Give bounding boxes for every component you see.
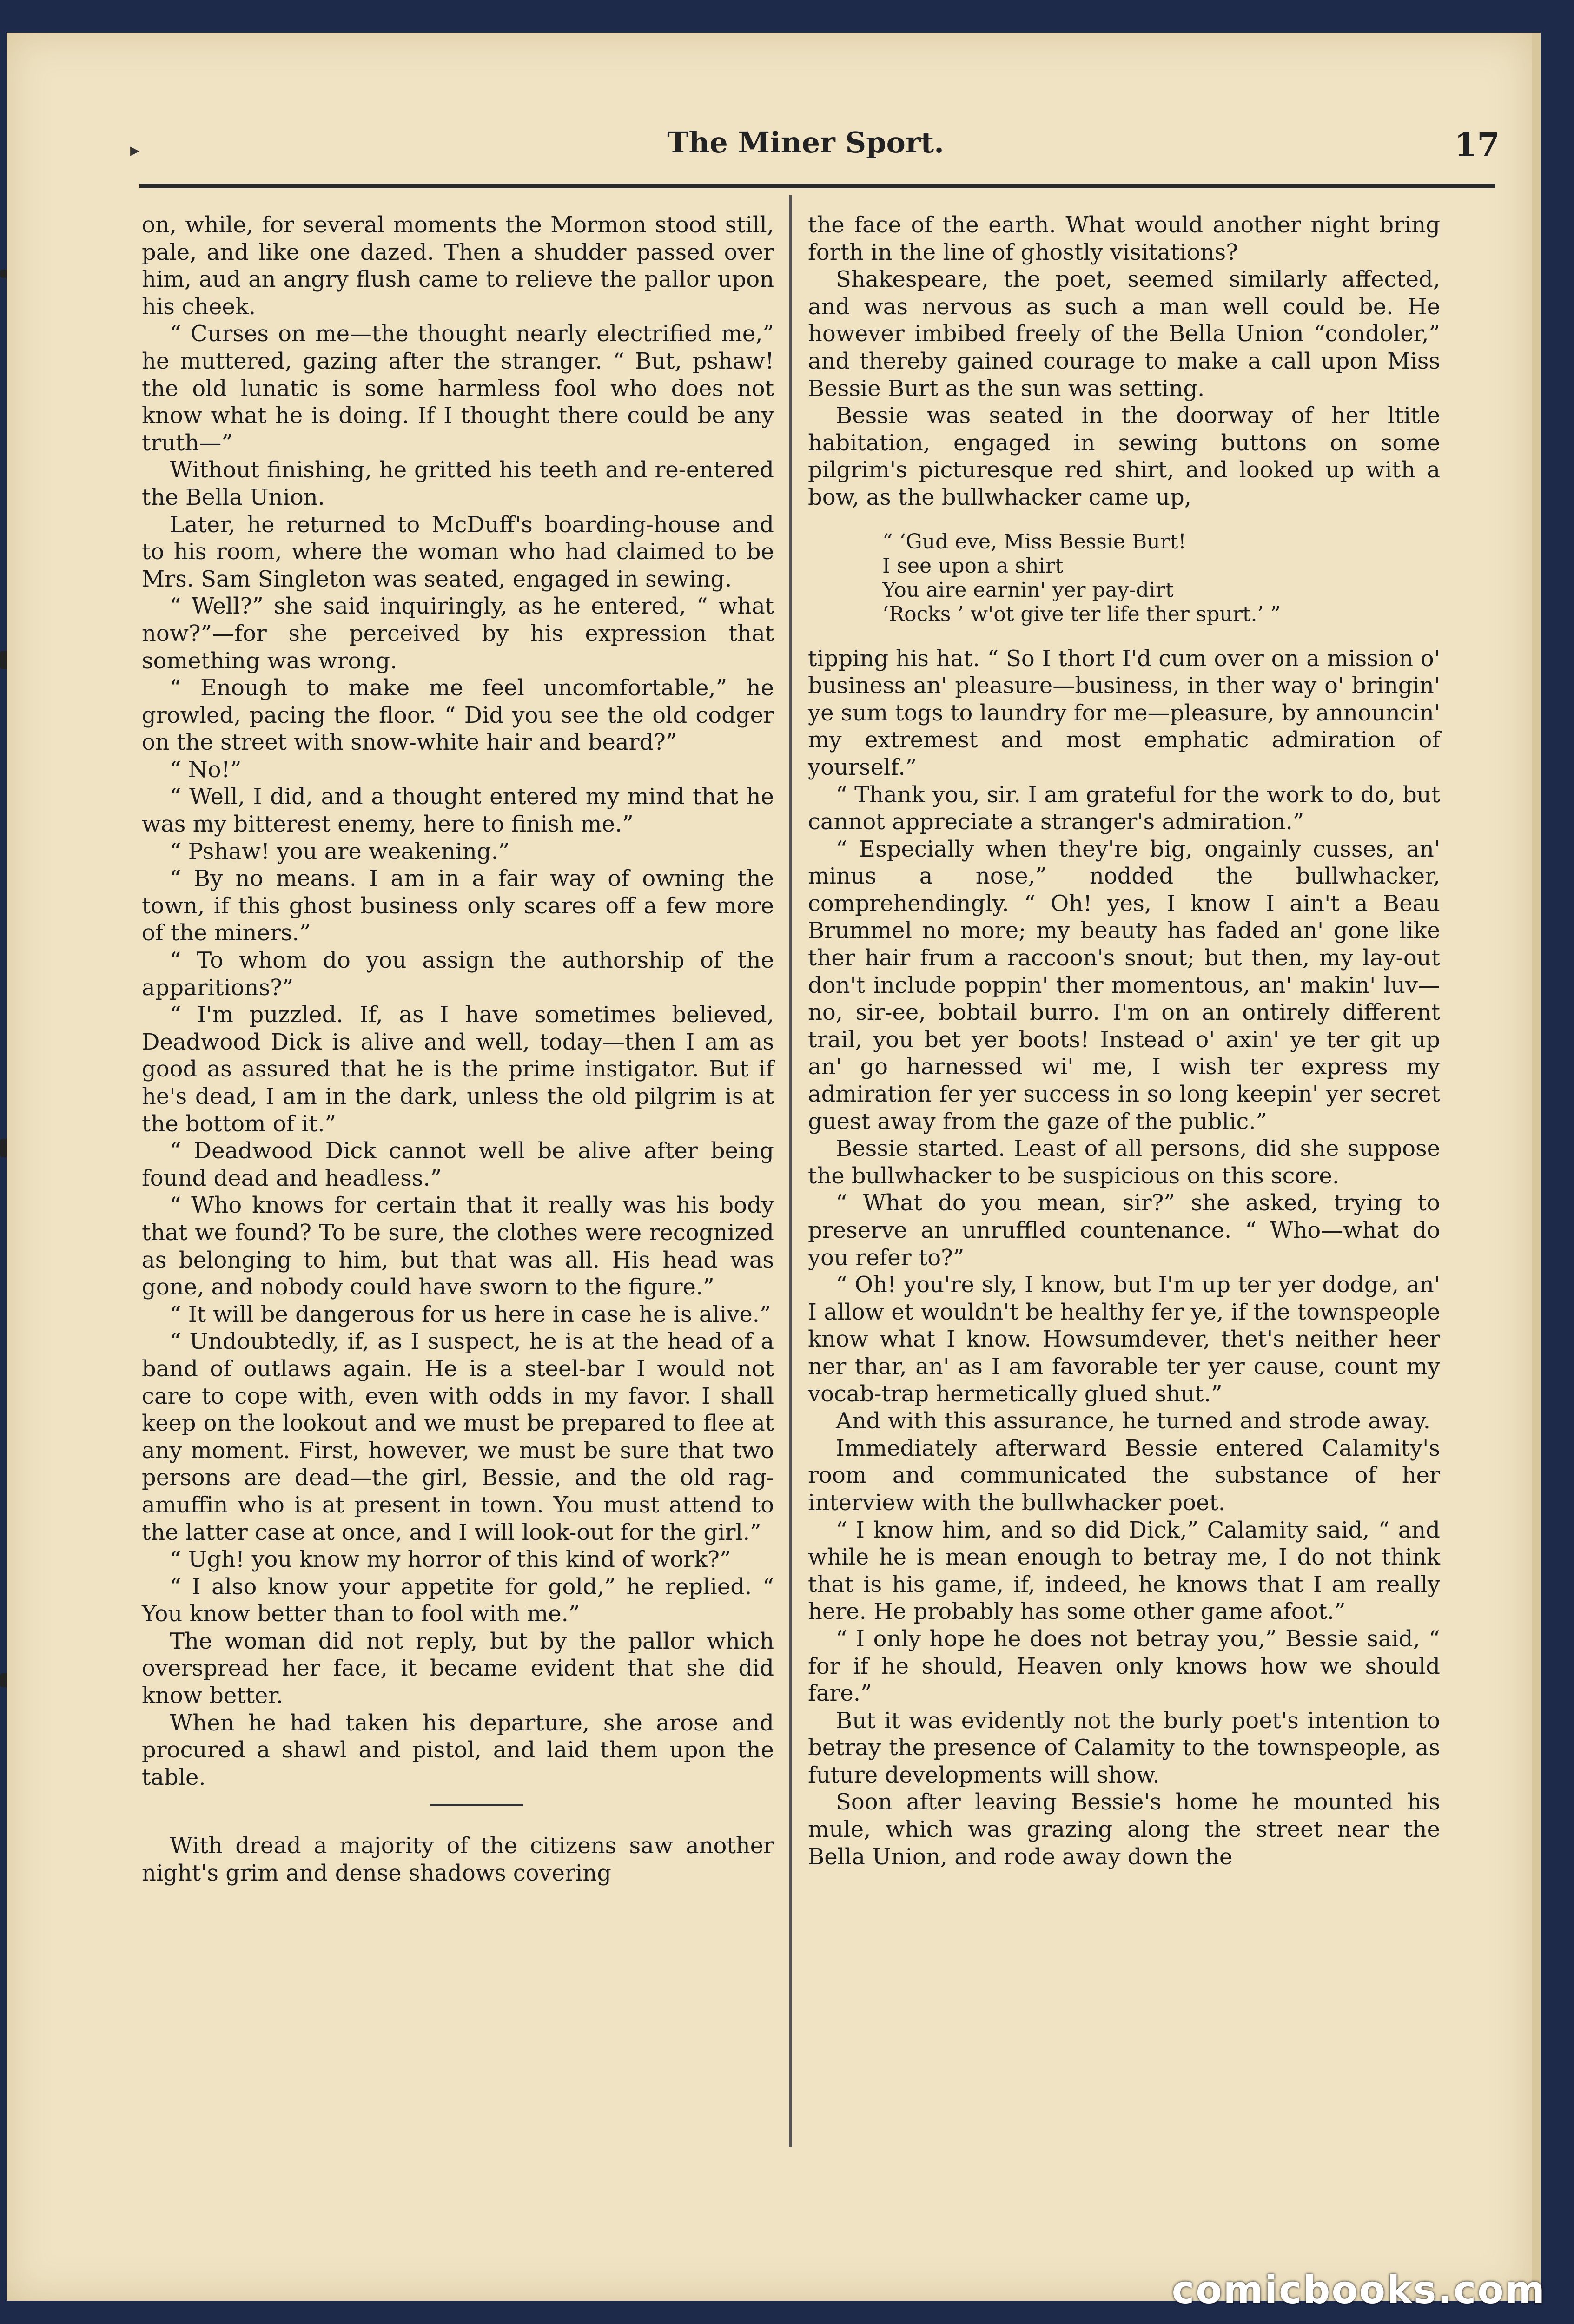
paragraph: “ I know him, and so did Dick,” Calamity said, “ and while he is mean enough to betray me, I do not think that is his game, if, indeed, he knows that I am really here. He probably has some other game afoot.” — [808, 1517, 1440, 1625]
paragraph: “ Ugh! you know my horror of this kind of work?” — [170, 1546, 731, 1573]
left-column — [142, 211, 774, 1887]
paragraph: “ I also know your appetite for gold,” he replied. “ You know better than to fool with me.” — [142, 1573, 774, 1627]
paragraph: “ Well, I did, and a thought entered my mind that he was my bitterest enemy, here to finish me.” — [142, 784, 774, 838]
paragraph: “ Who knows for certain that it really was his body that we found? To be sure, the clothes were recognized as belonging to him, but that was all. His head was gone, and nobody could have sworn to the figure.” — [142, 1192, 774, 1301]
paragraph: “ Curses on me—the thought nearly electrified me,” he muttered, gazing after the stranger. “ But, pshaw! the old lunatic is some harmless fool who does not know what he is doing. If I thought there could be any truth—” — [142, 321, 774, 456]
paragraph: Shakespeare, the poet, seemed similarly affected, and was nervous as such a man well could be. He however imbibed freely of the Bella Union “condoler,” and thereby gained courage to make a call upon Miss Bessie Burt as the sun was setting. — [808, 266, 1440, 402]
paragraph: “ Pshaw! you are weakening.” — [170, 838, 510, 865]
page-title: The Miner Sport. — [667, 125, 944, 159]
header-rule — [139, 184, 1495, 188]
paragraph: “ It will be dangerous for us here in case he is alive.” — [170, 1301, 771, 1327]
paragraph: “ By no means. I am in a fair way of owning the town, if this ghost business only scares off a few more of the miners.” — [142, 865, 774, 946]
corner-mark: ▸ — [130, 139, 140, 161]
paragraph: on, while, for several moments the Mormon stood still, pale, and like one dazed. Then a shudder passed over him, aud an angry flush came to relieve the pallor upon his cheek. — [142, 212, 774, 320]
paragraph: “ Undoubtedly, if, as I suspect, he is at the head of a band of outlaws again. He is a steel-bar I would not care to cope with, even with odds in my favor. I shall keep on the lookout and we must be prepared to flee at any moment. First, however, we must be sure that two persons are dead—the girl, Bessie, and the old rag-amuffin who is at present in town. You must attend to the latter case at once, and I will look-out for the girl.” — [142, 1328, 774, 1545]
paragraph: the face of the earth. What would another night bring forth in the line of ghostly visitations? — [808, 212, 1440, 265]
paragraph: “ I'm puzzled. If, as I have sometimes believed, Deadwood Dick is alive and well, today—then I am as good as assured that he is the prime instigator. But if he's dead, I am in the dark, unless the old pilgrim is at the bottom of it.” — [142, 1002, 774, 1137]
page-number: 17 — [1454, 125, 1500, 164]
paragraph: Bessie was seated in the doorway of her ltitle habitation, engaged in sewing buttons on some pilgrim's picturesque red shirt, and looked up with a bow, as the bullwhacker came up, — [808, 403, 1440, 510]
verse-line: “ ‘Gud eve, Miss Bessie Burt! — [882, 529, 1186, 554]
column-divider — [789, 195, 792, 2147]
paragraph: “ What do you mean, sir?” she asked, trying to preserve an unruffled countenance. “ Who—what do you refer to?” — [808, 1190, 1440, 1271]
section-divider — [430, 1804, 523, 1806]
paragraph: Immediately afterward Bessie entered Calamity's room and communicated the substance of her interview with the bullwhacker poet. — [808, 1435, 1440, 1516]
paragraph: tipping his hat. “ So I thort I'd cum over on a mission o' business an' pleasure—business, in ther way o' bringin' ye sum togs to laundry for me—pleasure, by announcin' my extremest and most emphatic admiration of yourself.” — [808, 645, 1440, 780]
paragraph: “ Especially when they're big, ongainly cusses, an' minus a nose,” nodded the bullwhacker, comprehendingly. “ Oh! yes, I know I ain't a Beau Brummel no more; my beauty has faded an' gone like ther hair frum a raccoon's snout; but then, my lay-out don't include poppin' ther momentous, an' makin' luv—no, sir-ee, bobtail burro. I'm on an ontirely different trail, you bet yer boots! Instead o' axin' ye ter git up an' go harnessed wi' me, I wish ter express my admiration fer yer success in so long keepin' yer secret guest away from the gaze of the public.” — [808, 836, 1440, 1135]
paragraph: “ Enough to make me feel uncomfortable,” he growled, pacing the floor. “ Did you see the old codger on the street with snow-white hair and beard?” — [142, 675, 774, 756]
paragraph: “ I only hope he does not betray you,” Bessie said, “ for if he should, Heaven only knows how we should fare.” — [808, 1625, 1440, 1707]
paragraph: But it was evidently not the burly poet's intention to betray the presence of Calamity to the townspeople, as future developments will show. — [808, 1707, 1440, 1788]
paragraph: The woman did not reply, but by the pallor which overspread her face, it became evident that she did know better. — [142, 1628, 774, 1709]
verse-line: You aire earnin' yer pay-dirt — [882, 578, 1174, 602]
paragraph: “ Oh! you're sly, I know, but I'm up ter yer dodge, an' I allow et wouldn't be healthy fer ye, if the townspeople know what I know. Howsumdever, thet's neither heer ner thar, an' as I am favorable ter yer cause, count my vocab-trap hermetically glued shut.” — [808, 1272, 1440, 1407]
paragraph: “ No!” — [170, 756, 242, 783]
paragraph: And with this assurance, he turned and strode away. — [836, 1408, 1431, 1434]
paragraph: “ Deadwood Dick cannot well be alive after being found dead and headless.” — [142, 1138, 774, 1191]
paragraph: Soon after leaving Bessie's home he mounted his mule, which was grazing along the street near the Bella Union, and rode away down the — [808, 1789, 1440, 1870]
paragraph: “ Thank you, sir. I am grateful for the work to do, but cannot appreciate a stranger's admiration.” — [808, 781, 1440, 835]
paragraph: When he had taken his departure, she arose and procured a shawl and pistol, and laid them upon the table. — [142, 1710, 774, 1790]
right-column — [808, 211, 1440, 1870]
paragraph: Bessie started. Least of all persons, did she suppose the bullwhacker to be suspicious on this score. — [808, 1136, 1440, 1189]
paragraph: “ To whom do you assign the authorship of the apparitions?” — [142, 947, 774, 1001]
paragraph: “ Well?” she said inquiringly, as he entered, “ what now?”—for she perceived by his expression that something was wrong. — [142, 593, 774, 674]
running-header — [130, 125, 1500, 167]
verse-line: I see upon a shirt — [882, 554, 1064, 578]
paragraph: Later, he returned to McDuff's boarding-house and to his room, where the woman who had claimed to be Mrs. Sam Singleton was seated, engaged in sewing. — [142, 511, 774, 592]
verse-line: ‘Rocks ’ w'ot give ter life ther spurt.’ ” — [882, 602, 1281, 626]
paragraph: Without finishing, he gritted his teeth and re-entered the Bella Union. — [142, 457, 774, 510]
watermark: comicbooks.com — [1171, 2268, 1546, 2312]
paragraph: With dread a majority of the citizens saw another night's grim and dense shadows covering — [142, 1833, 774, 1887]
verse-block — [882, 530, 1440, 627]
